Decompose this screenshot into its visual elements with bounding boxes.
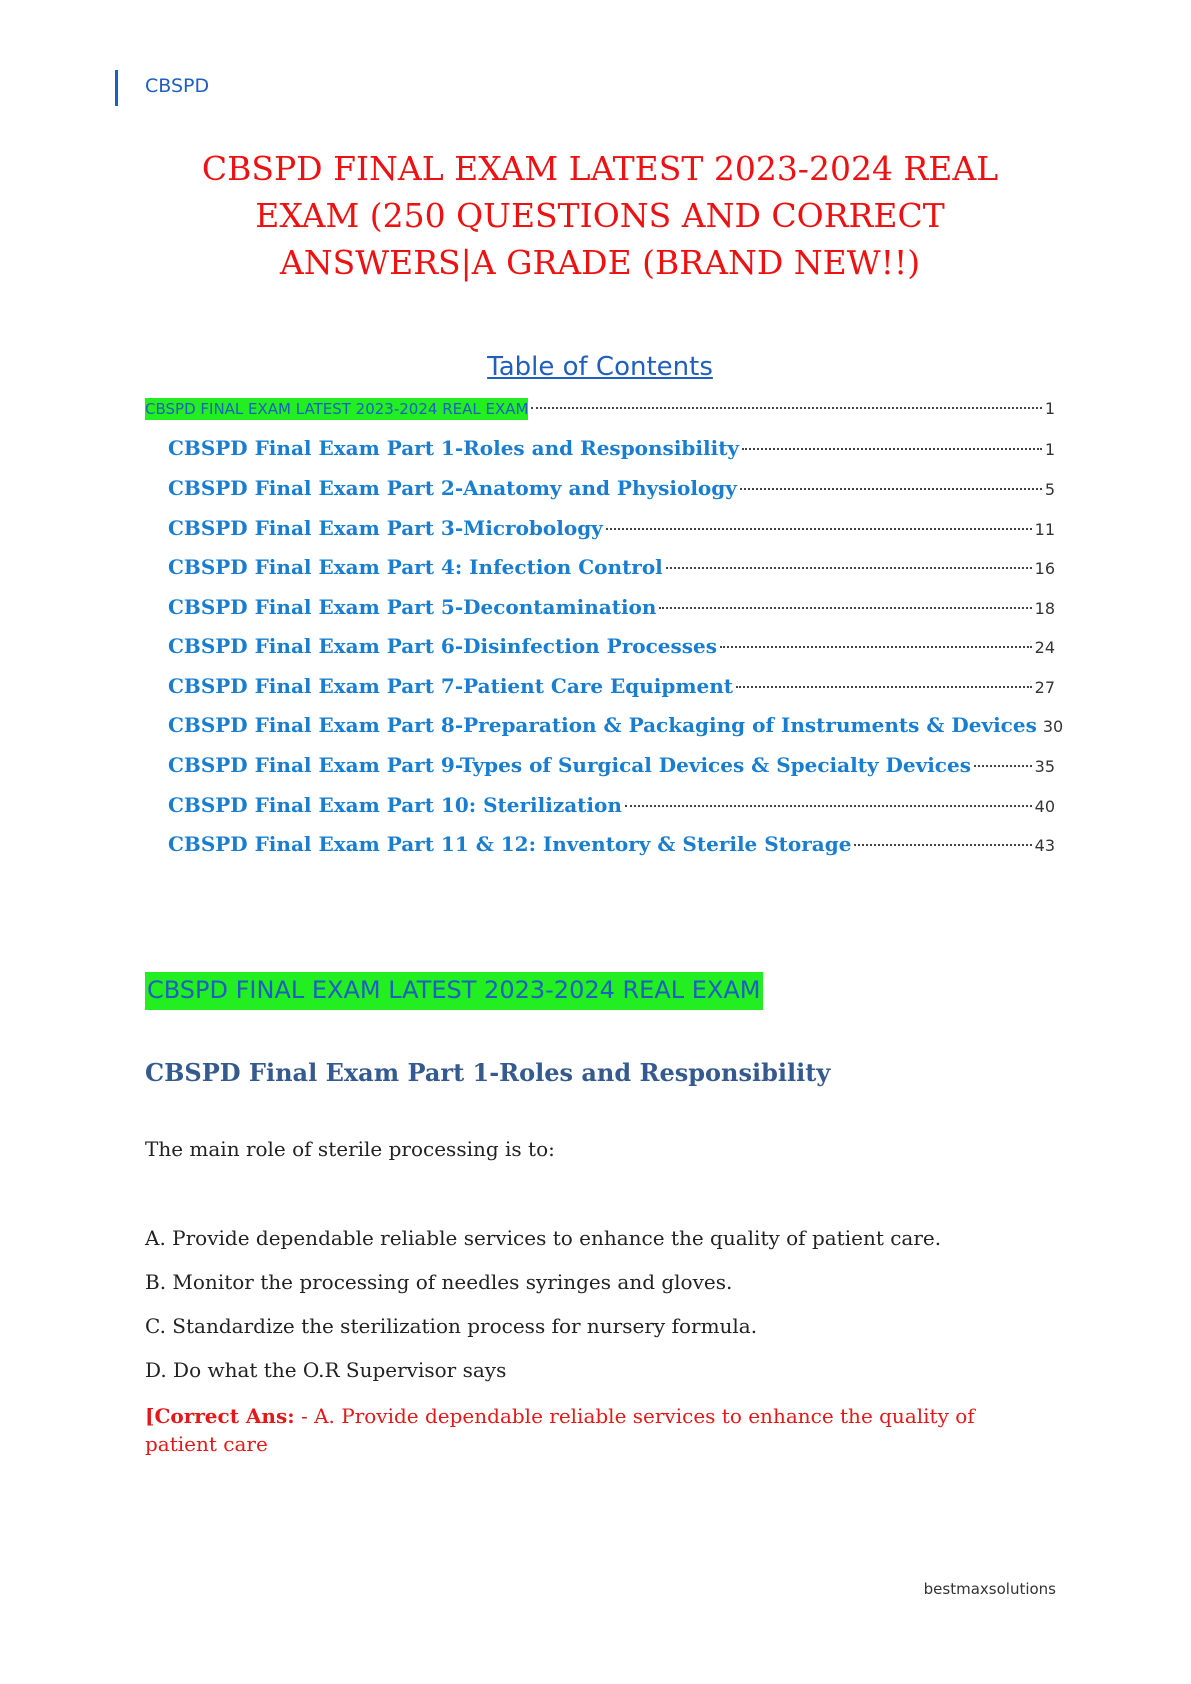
toc-entry-label: CBSPD Final Exam Part 10: Sterilization: [168, 793, 622, 817]
toc-leader-dots: [742, 448, 1042, 450]
toc-entry-page: 5: [1044, 480, 1055, 499]
toc-entry[interactable]: [168, 476, 1055, 500]
toc-title: Table of Contents: [487, 352, 713, 382]
header-accent-bar: [115, 70, 118, 106]
toc-entry-label: CBSPD Final Exam Part 3-Microbology: [168, 516, 603, 540]
toc-entry-label: CBSPD FINAL EXAM LATEST 2023-2024 REAL EXAM: [145, 400, 529, 418]
answer-option-a: A. Provide dependable reliable services to enhance the quality of patient care.: [145, 1226, 942, 1250]
toc-leader-dots: [659, 607, 1031, 609]
toc-leader-dots: [854, 844, 1031, 846]
toc-entry-top[interactable]: [145, 398, 1055, 420]
toc-entry-label: CBSPD Final Exam Part 6-Disinfection Processes: [168, 634, 717, 658]
toc-entry-page: 27: [1034, 678, 1055, 697]
question-text: The main role of sterile processing is to:: [145, 1137, 555, 1161]
toc-leader-dots: [740, 488, 1042, 490]
toc-entry-label: CBSPD Final Exam Part 4: Infection Control: [168, 555, 663, 579]
toc-entry-label: CBSPD Final Exam Part 1-Roles and Responsibility: [168, 436, 740, 460]
toc-leader-dots: [625, 805, 1032, 807]
toc-entry-label: CBSPD Final Exam Part 9-Types of Surgical Devices & Specialty Devices: [168, 753, 971, 777]
section-heading: CBSPD FINAL EXAM LATEST 2023-2024 REAL EXAM: [145, 972, 763, 1010]
toc-entry-page: 30: [1042, 717, 1064, 736]
toc-entry-page: 16: [1034, 559, 1055, 578]
toc-entry-label: CBSPD Final Exam Part 5-Decontamination: [168, 595, 657, 619]
toc-entry[interactable]: [168, 555, 1055, 579]
title-line-1: CBSPD FINAL EXAM LATEST 2023-2024 REAL: [201, 149, 999, 188]
answer-option-b: B. Monitor the processing of needles syringes and gloves.: [145, 1270, 733, 1294]
header-label: CBSPD: [145, 75, 210, 97]
footer-text: bestmaxsolutions: [923, 1580, 1056, 1598]
toc-leader-dots: [606, 528, 1032, 530]
correct-answer: [145, 1402, 1045, 1458]
toc-entry-label: CBSPD Final Exam Part 8-Preparation & Packaging of Instruments & Devices: [168, 713, 1037, 737]
toc-entry[interactable]: [168, 793, 1055, 817]
toc-entry[interactable]: [168, 832, 1055, 856]
toc-leader-dots: [736, 686, 1032, 688]
toc-entry-label: CBSPD Final Exam Part 11 & 12: Inventory & Sterile Storage: [168, 832, 852, 856]
answer-option-c: C. Standardize the sterilization process for nursery formula.: [145, 1314, 758, 1338]
toc-entry[interactable]: [168, 595, 1055, 619]
title-line-2: EXAM (250 QUESTIONS AND CORRECT: [255, 196, 945, 235]
toc-entry-page: 35: [1034, 757, 1055, 776]
toc-entry-page: 43: [1034, 836, 1055, 855]
toc-entry-page: 1: [1044, 399, 1055, 418]
toc-entry-label: CBSPD Final Exam Part 7-Patient Care Equipment: [168, 674, 734, 698]
toc-entry-page: 18: [1034, 599, 1055, 618]
correct-answer-text: - A. Provide dependable reliable services to enhance the quality of patient care: [145, 1404, 975, 1456]
title-line-3: ANSWERS|A GRADE (BRAND NEW!!): [279, 243, 921, 282]
document-title: [130, 145, 1070, 286]
toc-entry[interactable]: [168, 516, 1055, 540]
answer-option-d: D. Do what the O.R Supervisor says: [145, 1358, 507, 1382]
part-heading: CBSPD Final Exam Part 1-Roles and Responsibility: [145, 1058, 831, 1087]
toc-entry-page: 1: [1044, 440, 1055, 459]
toc-leader-dots: [531, 407, 1041, 409]
toc-entry[interactable]: [168, 753, 1055, 777]
toc-entry[interactable]: [168, 436, 1055, 460]
correct-answer-label: [Correct Ans:: [145, 1404, 295, 1428]
toc-leader-dots: [720, 646, 1032, 648]
toc-entry[interactable]: [168, 634, 1055, 658]
toc-entry-label: CBSPD Final Exam Part 2-Anatomy and Physiology: [168, 476, 737, 500]
toc-entry-page: 11: [1034, 520, 1055, 539]
toc-entry[interactable]: [168, 713, 1064, 737]
toc-entry-page: 40: [1034, 797, 1055, 816]
toc-leader-dots: [974, 765, 1032, 767]
toc-entry-page: 24: [1034, 638, 1055, 657]
toc-entry[interactable]: [168, 674, 1055, 698]
toc-leader-dots: [666, 567, 1032, 569]
